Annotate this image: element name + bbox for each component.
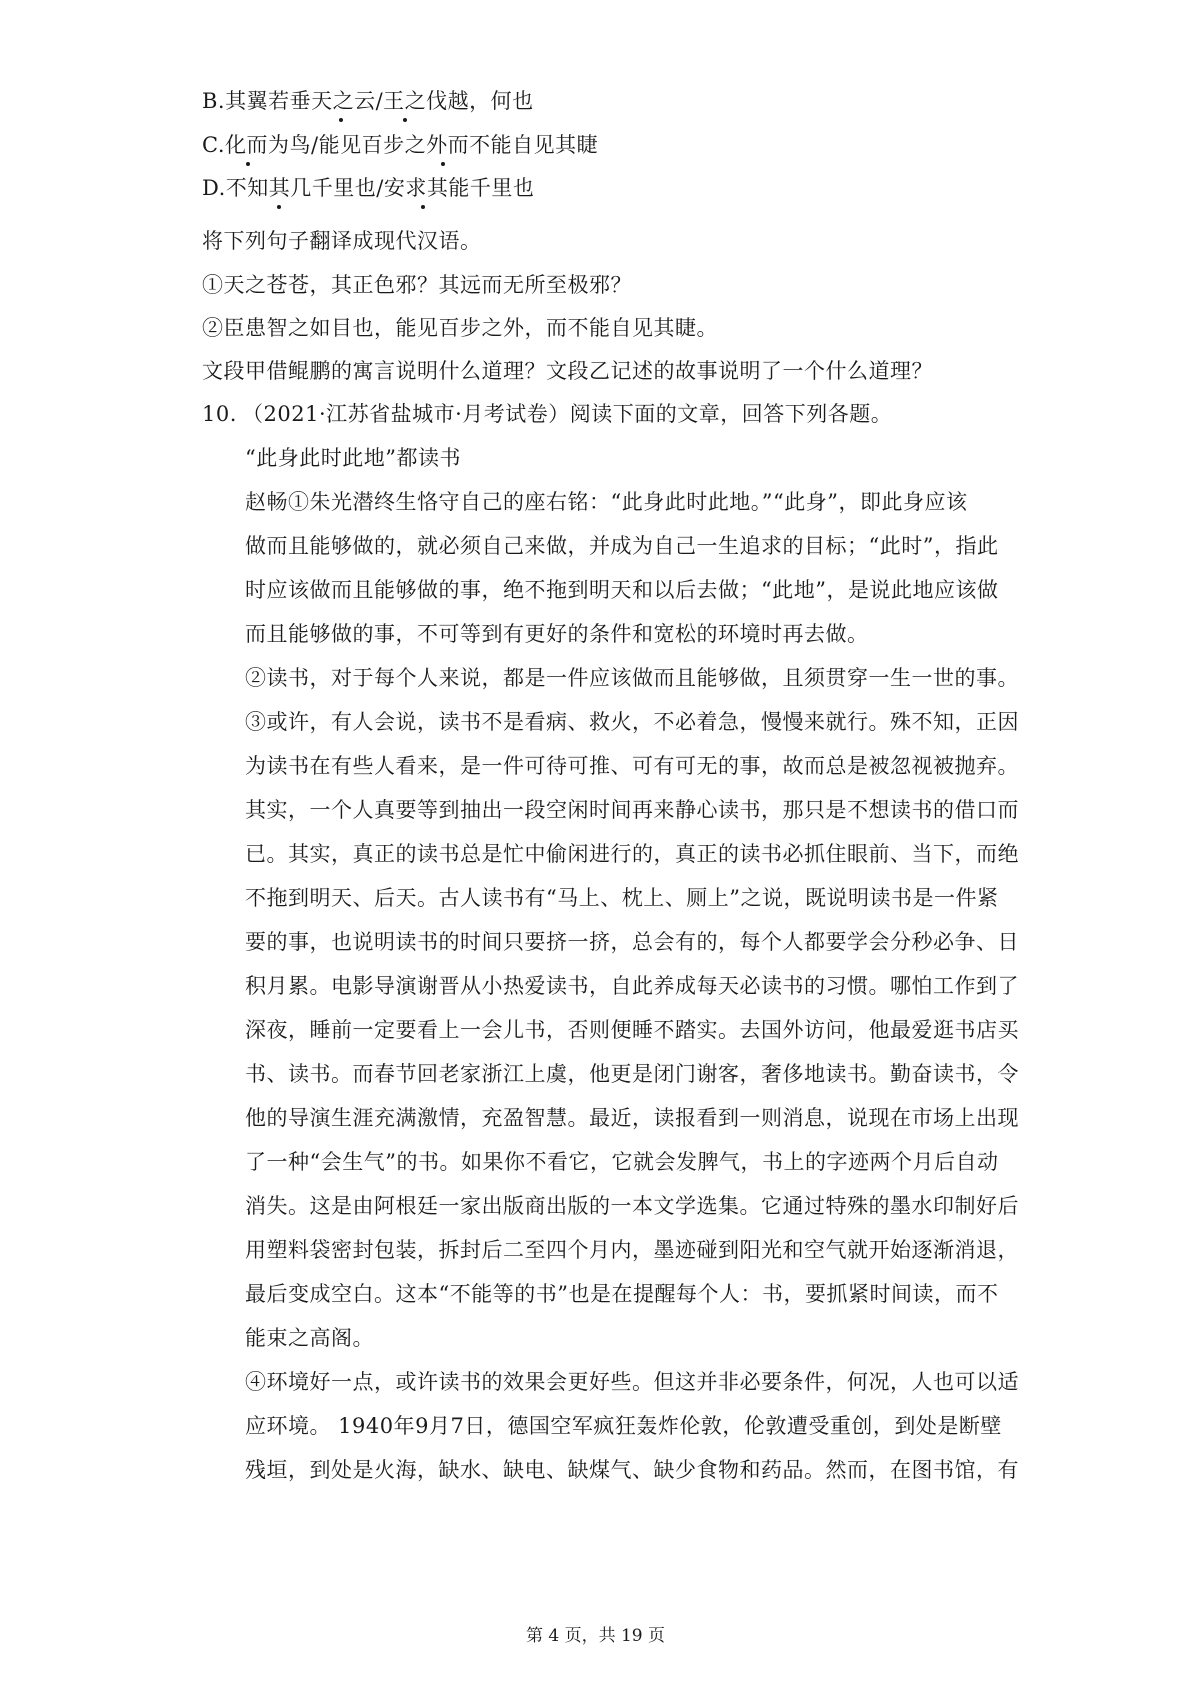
article-line: 做而且能够做的，就必须自己来做，并成为自己一生追求的目标；“此时”，指此: [245, 534, 999, 558]
article-line: 能束之高阁。: [245, 1326, 374, 1350]
article-line: 积月累。电影导演谢晋从小热爱读书，自此养成每天必读书的习惯。哪怕工作到了: [245, 974, 1019, 998]
page-footer: 第 4 页，共 19 页: [525, 1626, 666, 1646]
article-line: 了一种“会生气”的书。如果你不看它，它就会发脾气，书上的字迹两个月后自动: [245, 1150, 999, 1174]
article-line: 残垣，到处是火海，缺水、缺电、缺煤气、缺少食物和药品。然而，在图书馆，有: [245, 1458, 1019, 1482]
translate-item-1: ①天之苍苍，其正色邪？其远而无所至极邪？: [202, 273, 632, 297]
translate-prompt: 将下列句子翻译成现代汉语。: [202, 229, 482, 253]
option-d: D.不知其几千里也/安求其能千里也: [202, 176, 535, 200]
article-line: 赵畅①朱光潜终生恪守自己的座右铭：“此身此时此地。”“此身”，即此身应该: [245, 490, 968, 514]
article-line: 深夜，睡前一定要看上一会儿书，否则便睡不踏实。去国外访问，他最爱逛书店买: [245, 1018, 1019, 1042]
option-b: B.其翼若垂天之云/王之伐越，何也: [202, 89, 534, 113]
article-line: ④环境好一点，或许读书的效果会更好些。但这并非必要条件，何况，人也可以适: [245, 1370, 1019, 1394]
article-line: 不拖到明天、后天。古人读书有“马上、枕上、厕上”之说，既说明读书是一件紧: [245, 886, 999, 910]
article-line: 应环境。 1940年9月7日，德国空军疯狂轰炸伦敦，伦敦遭受重创，到处是断壁: [245, 1414, 1002, 1438]
emphasis-dot: [246, 162, 250, 166]
article-line: 时应该做而且能够做的事，绝不拖到明天和以后去做；“此地”，是说此地应该做: [245, 578, 999, 602]
article-line: ③或许，有人会说，读书不是看病、救火，不必着急，慢慢来就行。殊不知，正因: [245, 710, 1019, 734]
article-line: 消失。这是由阿根廷一家出版商出版的一本文学选集。它通过特殊的墨水印制好后: [245, 1194, 1019, 1218]
article-line: 其实，一个人真要等到抽出一段空闲时间再来静心读书，那只是不想读书的借口而: [245, 798, 1019, 822]
question-number: 10.: [202, 402, 237, 426]
article-line: 最后变成空白。这本“不能等的书”也是在提醒每个人：书，要抓紧时间读，而不: [245, 1282, 999, 1306]
emphasis-dot: [339, 118, 343, 122]
article-line: 他的导演生涯充满激情，充盈智慧。最近，读报看到一则消息，说现在市场上出现: [245, 1106, 1019, 1130]
article-line: 已。其实，真正的读书总是忙中偷闲进行的，真正的读书必抓住眼前、当下，而绝: [245, 842, 1019, 866]
article-line: 为读书在有些人看来，是一件可待可推、可有可无的事，故而总是被忽视被抛弃。: [245, 754, 1019, 778]
translate-item-2: ②臣患智之如目也，能见百步之外，而不能自见其睫。: [202, 316, 718, 340]
article-line: 书、读书。而春节回老家浙江上虞，他更是闭门谢客，奢侈地读书。勤奋读书，令: [245, 1062, 1019, 1086]
emphasis-dot: [403, 118, 407, 122]
question-source: （2021·江苏省盐城市·月考试卷）阅读下面的文章，回答下列各题。: [242, 402, 893, 426]
emphasis-dot: [277, 205, 281, 209]
emphasis-dot: [441, 162, 445, 166]
article-line: ②读书，对于每个人来说，都是一件应该做而且能够做，且须贯穿一生一世的事。: [245, 666, 1019, 690]
article-title: “此身此时此地”都读书: [245, 446, 461, 470]
moral-question: 文段甲借鲲鹏的寓言说明什么道理？文段乙记述的故事说明了一个什么道理？: [202, 359, 933, 383]
article-line: 用塑料袋密封包装，拆封后二至四个月内，墨迹碰到阳光和空气就开始逐渐消退，: [245, 1238, 1019, 1262]
option-c: C.化而为鸟/能见百步之外而不能自见其睫: [202, 133, 599, 157]
article-line: 而且能够做的事，不可等到有更好的条件和宽松的环境时再去做。: [245, 622, 869, 646]
emphasis-dot: [421, 205, 425, 209]
article-line: 要的事，也说明读书的时间只要挤一挤，总会有的，每个人都要学会分秒必争、日: [245, 930, 1019, 954]
